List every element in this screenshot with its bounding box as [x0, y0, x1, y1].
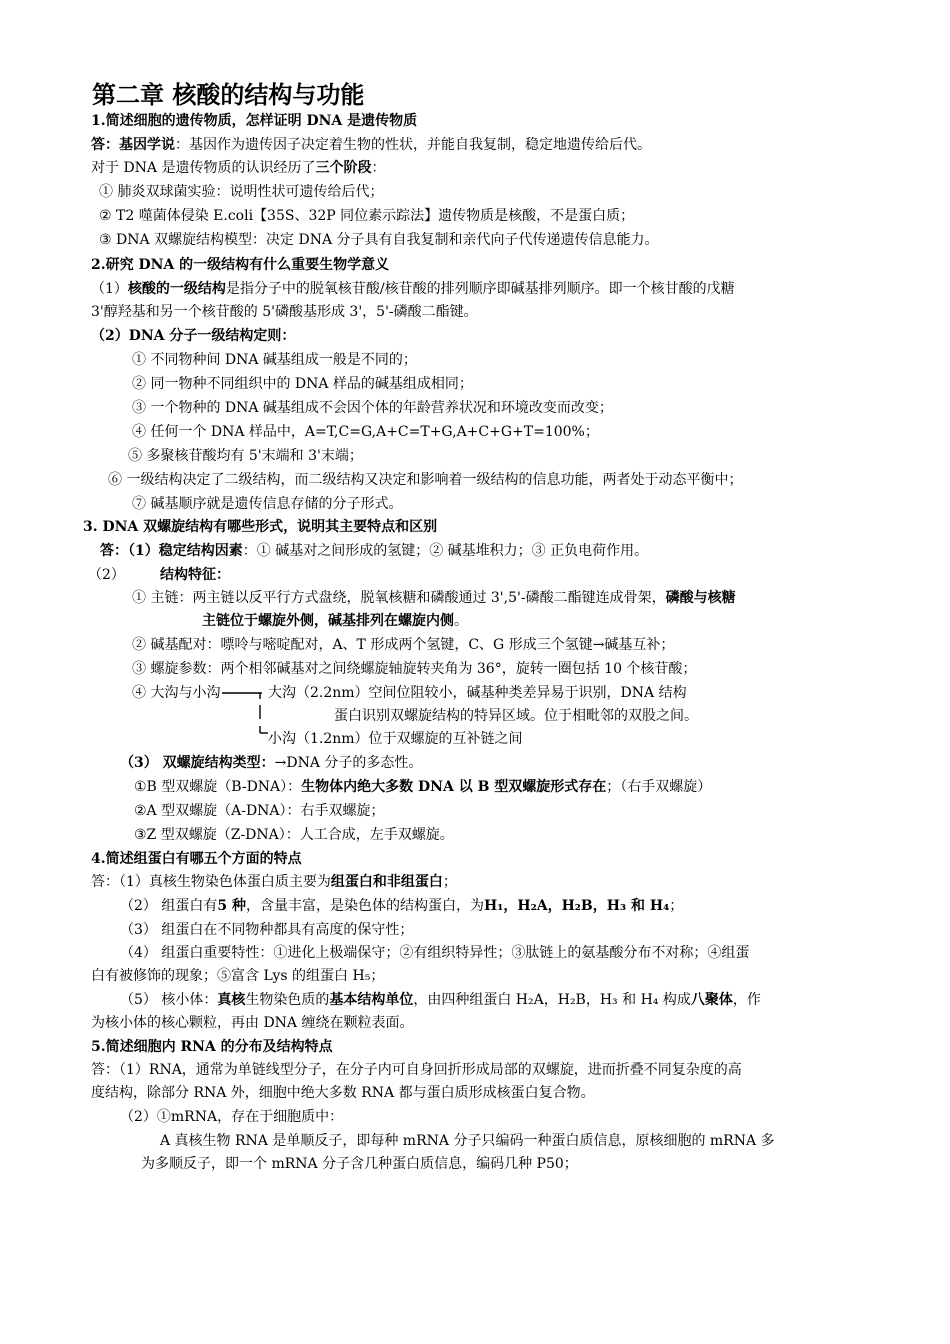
q1-stage-item: ② T2 噬菌体侵染 E.coli【35S、32P 同位素示踪法】遗传物质是核酸，不是蛋白质； [99, 208, 635, 224]
q3-helix-types [120, 752, 422, 774]
q4-p2-histones: H₁，H₂A，H₂B，H₃ 和 H₄ [483, 898, 670, 914]
q2-primary-structure-cont: 3'醇羟基和另一个核苷酸的 5'磷酸基形成 3'，5'-磷酸二酯键。 [91, 304, 478, 320]
q3-s1-label: 答：（1）稳定结构因素 [100, 543, 243, 559]
q4-p1-text: 答：（1）真核生物染色体蛋白质主要为 [91, 874, 331, 890]
q2-rule: ② 同一物种不同组织中的 DNA 样品的碱基组成相同； [132, 376, 473, 392]
q3-t1-note: ；（右手双螺旋） [606, 779, 712, 795]
q3-f1-end: 。 [454, 613, 468, 629]
q3-type-b-dna [134, 776, 711, 798]
gene-theory-text: ：基因作为遗传因子决定着生物的性状，并能自我复制，稳定地遗传给后代。 [175, 137, 651, 153]
q4-point-5 [120, 989, 761, 1011]
q3-type-z-dna: ③Z 型双螺旋（Z-DNA）：人工合成，左手双螺旋。 [134, 827, 454, 843]
q5-point-1-cont: 度结构，除部分 RNA 外，细胞中绝大多数 RNA 都与蛋白质形成核蛋白复合物。 [91, 1085, 595, 1101]
q4-p2-text: （2） 组蛋白有 [120, 898, 218, 914]
q3-feature-pairing: ② 碱基配对：嘌呤与嘧啶配对，A、T 形成两个氢键，C、G 形成三个氢键→碱基互补； [132, 637, 675, 653]
q5-point-1: 答：（1）RNA，通常为单链线型分子，在分子内可自身回折形成局部的双螺旋，进而折叠不同复杂度的高 [91, 1062, 742, 1078]
q2-p1-term: 核酸的一级结构 [127, 281, 226, 297]
q3-f1-bold-cont: 主链位于螺旋外侧，碱基排列在螺旋内侧 [202, 613, 454, 629]
q4-point-2 [120, 895, 683, 917]
q1-stage-item: ① 肺炎双球菌实验：说明性状可遗传给后代； [99, 184, 384, 200]
q3-feature-parameters: ③ 螺旋参数：两个相邻碱基对之间绕螺旋轴旋转夹角为 36°，旋转一圈包括 10 个核苷酸； [132, 661, 697, 677]
answer-label: 答： [91, 137, 119, 153]
q4-p5-end: ，作 [732, 992, 761, 1008]
q2-rule: ⑦ 碱基顺序就是遗传信息存储的分子形式。 [132, 496, 403, 512]
q2-p1-number: （1） [91, 281, 128, 297]
q3-f1-bold: 磷酸与核糖 [665, 590, 736, 606]
q2-rule: ⑥ 一级结构决定了二级结构，而二级结构又决定和影响着一级结构的信息功能，两者处于动态平衡中； [108, 472, 743, 488]
q4-point-4-cont: 白有被修饰的现象；⑤富含 Lys 的组蛋白 H₅； [91, 968, 385, 984]
q3-feature-backbone [132, 587, 736, 609]
gene-theory-label: 基因学说 [119, 137, 175, 153]
q4-p1-bold: 组蛋白和非组蛋白 [330, 874, 443, 890]
q4-p1-end: ； [442, 874, 457, 890]
stage-count: 三个阶段 [315, 160, 372, 176]
q3-feature-backbone-cont [202, 610, 468, 632]
stage-intro-text: 对于 DNA 是遗传物质的认识经历了 [91, 160, 316, 176]
q4-p5-text: （5） 核小体： [120, 992, 218, 1008]
question-1-heading: 1.简述细胞的遗传物质，怎样证明 DNA 是遗传物质 [91, 113, 418, 129]
q3-f1-text: ① 主链：两主链以反平行方式盘绕，脱氧核糖和磷酸通过 3',5'-磷酸二酯键连成骨架， [132, 590, 666, 606]
q3-s1-text: ：① 碱基对之间形成的氢键；② 碱基堆积力；③ 正负电荷作用。 [242, 543, 649, 559]
q4-point-5-cont: 为核小体的核心颗粒，再由 DNA 缠绕在颗粒表面。 [91, 1015, 414, 1031]
q1-stage-item: ③ DNA 双螺旋结构模型：决定 DNA 分子具有自我复制和亲代向子代传递遗传信息能力。 [99, 232, 659, 248]
q4-p5-m1: 生物染色质的 [245, 992, 330, 1008]
q3-stability-factors [100, 540, 648, 562]
q3-major-groove-cont: 蛋白识别双螺旋结构的特异区域。位于相毗邻的双股之间。 [334, 708, 698, 724]
question-3-heading: 3. DNA 双螺旋结构有哪些形式，说明其主要特点和区别 [83, 519, 438, 535]
question-4-heading: 4.简述组蛋白有哪五个方面的特点 [91, 851, 302, 867]
q3-minor-groove: 小沟（1.2nm）位于双螺旋的互补链之间 [268, 731, 523, 747]
q1-gene-theory [91, 134, 651, 156]
q3-type-a-dna: ②A 型双螺旋（A-DNA）：右手双螺旋； [134, 803, 385, 819]
q3-structure-features-title: 结构特征： [160, 567, 230, 583]
q4-p5-b2: 基本结构单位 [329, 992, 414, 1008]
q1-stages-intro [91, 157, 386, 179]
question-2-heading: 2.研究 DNA 的一级结构有什么重要生物学意义 [91, 257, 390, 273]
q4-p2-mid: ，含量丰富，是染色体的结构蛋白，为 [245, 898, 484, 914]
q3-s3-text: →DNA 分子的多态性。 [274, 755, 423, 771]
q5-mrna-detail: A 真核生物 RNA 是单顺反子，即每种 mRNA 分子只编码一种蛋白质信息，原核细胞的 mRNA 多 [160, 1133, 775, 1149]
q5-point-2: （2）①mRNA，存在于细胞质中： [120, 1109, 344, 1125]
q4-point-1 [91, 871, 457, 893]
q3-structure-features-label: （2） [88, 567, 125, 583]
q4-point-3: （3） 组蛋白在不同物种都具有高度的保守性； [120, 922, 414, 938]
groove-bracket [222, 682, 268, 740]
q3-feature-grooves: ④ 大沟与小沟 [132, 685, 221, 701]
q2-primary-structure [91, 278, 735, 300]
q2-rule: ⑤ 多聚核苷酸均有 5'末端和 3'末端； [128, 448, 363, 464]
q2-p1-text: 是指分子中的脱氧核苷酸/核苷酸的排列顺序即碱基排列顺序。即一个核甘酸的戊糖 [225, 281, 735, 297]
q4-p5-b3: 八聚体 [690, 992, 733, 1008]
q4-p2-end: ； [669, 898, 684, 914]
q4-point-4: （4） 组蛋白重要特性：①进化上极端保守；②有组织特异性；③肽链上的氨基酸分布不对称；④组蛋 [120, 945, 750, 961]
stage-colon: ： [371, 160, 386, 176]
q2-rule: ④ 任何一个 DNA 样品中，A=T,C=G,A+C=T+G,A+C+G+T=100%； [132, 424, 599, 440]
q3-major-groove: 大沟（2.2nm）空间位阻较小，碱基种类差异易于识别，DNA 结构 [268, 685, 687, 701]
q2-rule: ① 不同物种间 DNA 碱基组成一般是不同的； [132, 352, 417, 368]
q5-mrna-detail-cont: 为多顺反子，即一个 mRNA 分子含几种蛋白质信息，编码几种 P50； [141, 1156, 578, 1172]
q4-p5-b1: 真核 [217, 992, 246, 1008]
question-5-heading: 5.简述细胞内 RNA 的分布及结构特点 [91, 1039, 333, 1055]
q4-p5-m2: ，由四种组蛋白 H₂A，H₂B，H₃ 和 H₄ 构成 [413, 992, 691, 1008]
chapter-title: 第二章 核酸的结构与功能 [92, 80, 365, 109]
q2-rules-heading: （2）DNA 分子一级结构定则： [91, 328, 296, 344]
q4-p2-bold: 5 种 [217, 898, 246, 914]
q3-t1-label: ①B 型双螺旋（B-DNA）： [134, 779, 302, 795]
q3-t1-bold: 生物体内绝大多数 DNA 以 B 型双螺旋形式存在 [301, 779, 607, 795]
q2-rule: ③ 一个物种的 DNA 碱基组成不会因个体的年龄营养状况和环境改变而改变； [132, 400, 613, 416]
q3-s3-label: （3） 双螺旋结构类型： [120, 755, 275, 771]
